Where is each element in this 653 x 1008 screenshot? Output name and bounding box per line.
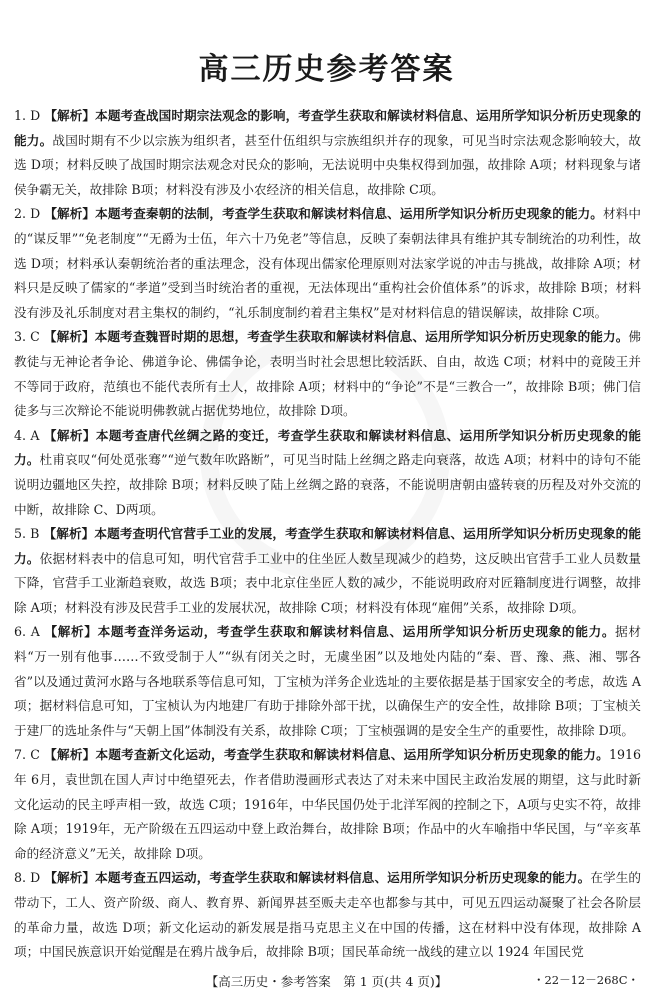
answer-number: 1. D [14, 108, 41, 123]
answer-item-6 [14, 620, 641, 743]
footer-exam-code: ・22－12－268C・ [532, 973, 639, 987]
answer-analysis-heading: 【解析】本题考查秦朝的法制，考查学生获取和解读材料信息、运用所学知识分析历史现象的能力。 [44, 206, 604, 222]
answer-analysis-heading: 【解析】本题考查明代官营手工业的发展，考查学生获取和解读材料信息、运用所学知识分析历史现象的能力。 [14, 526, 641, 566]
answer-explanation: 杜甫哀叹“何处觅张骞”“逆气数年吹路断”，可见当时陆上丝绸之路走向衰落，故选 A项；材料中的诗句不能说明边疆地区失控，故排除 B项；材料反映了陆上丝绸之路的衰落，不能说明唐朝由盛转衰的历程及对外交流的中断，故排除 C、D两项。 [14, 452, 641, 517]
answer-explanation: 依据材料表中的信息可知，明代官营手工业中的住坐匠人数呈现减少的趋势，这反映出官营手工业人员数量下降，官营手工业渐趋衰败，故选 B项；表中北京住坐匠人数的减少，不能说明政府对匠籍制度进行调整，故排除 A项；材料没有涉及民营手工业的发展状况，故排除 C项；材料没有体现“雇佣”关系，故排除 D项。 [14, 550, 642, 615]
answer-analysis-heading: 【解析】本题考查五四运动，考查学生获取和解读材料信息、运用所学知识分析历史现象的能力。 [44, 870, 591, 886]
answer-analysis-heading: 【解析】本题考查洋务运动，考查学生获取和解读材料信息、运用所学知识分析历史现象的能力。 [44, 624, 616, 640]
answer-analysis-heading: 【解析】本题考查新文化运动，考查学生获取和解读材料信息、运用所学知识分析历史现象的能力。 [44, 747, 609, 763]
answer-number: 5. B [14, 526, 40, 542]
answer-explanation: 1916年 6月，袁世凯在国人声讨中绝望死去，作者借助漫画形式表达了对未来中国民主政治发展的期望，这与此时新文化运动的民主呼声相一致，故选 C项；1916年，中华民国仍处于北洋军阀的控制之下，A项与史实不符，故排除 A项；1919年，无产阶级在五四运动中登上政治舞台，故排除 B项；作品中的火车喻指中华民国，与“辛亥革命的经济意义”无关，故排除 D项。 [14, 747, 641, 861]
answer-list [14, 104, 641, 965]
answer-number: 7. C [14, 747, 40, 763]
answer-number: 3. C [14, 329, 40, 345]
answer-analysis-heading: 【解析】本题考查战国时期宗法观念的影响，考查学生获取和解读材料信息、运用所学知识分析历史现象的能力。 [14, 108, 641, 148]
answer-item-4 [14, 424, 641, 522]
answer-item-2 [14, 202, 641, 325]
answer-item-8 [14, 866, 641, 964]
answer-item-7 [14, 743, 641, 866]
answer-number: 2. D [14, 206, 41, 222]
answer-analysis-heading: 【解析】本题考查魏晋时期的思想，考查学生获取和解读材料信息、运用所学知识分析历史现象的能力。 [43, 329, 629, 345]
page-title: 高三历史参考答案 [198, 52, 455, 87]
answer-item-5 [14, 522, 641, 620]
answer-item-3 [14, 325, 641, 423]
answer-item-1 [14, 104, 641, 202]
answer-explanation: 据材料“万一别有他事……不致受制于人”“纵有闭关之时，无虞坐困”以及地处内陆的“秦、晋、豫、燕、湘、鄂各省”以及通过黄河水路与各地联系等信息可知，丁宝桢为洋务企业选址的主要依据是基于国家安全的考虑，故选 A项；据材料信息可知，丁宝桢认为内地建厂有助于排除外部干扰，以确保生产的安全性，故排除 B项；丁宝桢关于建厂的选址条件与“天朝上国”体制没有关系，故排除 C项；丁宝桢强调的是安全生产的重要性，故排除 D项。 [14, 624, 641, 738]
answer-explanation: 战国时期有不少以宗族为组织者，甚至什伍组织与宗族组织并存的现象，可见当时宗法观念影响较大，故选 D项；材料反映了战国时期宗法观念对民众的影响，无法说明中央集权得到加强，故排除 A项；材料现象与诸侯争霸无关，故排除 B项；材料没有涉及小农经济的相关信息，故排除 C项。 [14, 132, 642, 197]
footer-page-label: 【高三历史・参考答案 第 1 页(共 4 页)】 [205, 974, 448, 989]
answer-number: 4. A [14, 427, 40, 443]
answer-number: 8. D [14, 870, 41, 886]
answer-explanation: 在学生的带动下，工人、资产阶级、商人、教育界、新闻界甚至贩夫走卒也都参与其中，可见五四运动凝聚了社会各阶层的革命力量，故选 D项；新文化运动的新发展是指马克思主义在中国的传播，这在材料中没有体现，故排除 A项；中国民族意识开始觉醒是在鸦片战争后，故排除 B项；国民革命统一战线的建立以 1924 年国民党 [14, 870, 641, 960]
answer-number: 6. A [14, 624, 40, 640]
answer-explanation: 佛教徒与无神论者争论、佛道争论、佛儒争论，表明当时社会思想比较活跃、自由，故选 C项；材料中的竟陵王并不等同于政府，范缜也不能代表所有士人，故排除 A项；材料中的“争论”不是“三教合一”，故排除 B项；佛门信徒多与三次辩论不能说明佛教就占据优势地位，故排除 D项。 [14, 329, 642, 419]
answer-analysis-heading: 【解析】本题考查唐代丝绸之路的变迁，考查学生获取和解读材料信息、运用所学知识分析历史现象的能力。 [14, 427, 641, 468]
answer-explanation: 材料中的“谋反罪”“免老制度”“无爵为士伍，年六十乃免老”等信息，反映了秦朝法律具有维护其专制统治的功利性，故选 D项；材料承认秦朝统治者的重法理念，没有体现出儒家伦理原则对法家学说的冲击与挑战，故排除 A项；材料只是反映了儒家的“孝道”受到当时统治者的重视，无法体现出“重构社会价值体系”的诉求，故排除 B项；材料没有涉及礼乐制度对君主集权的制约，“礼乐制度制约着君主集权”是对材料信息的错误解读，故排除 C项。 [14, 206, 642, 320]
page-footer [0, 972, 653, 992]
